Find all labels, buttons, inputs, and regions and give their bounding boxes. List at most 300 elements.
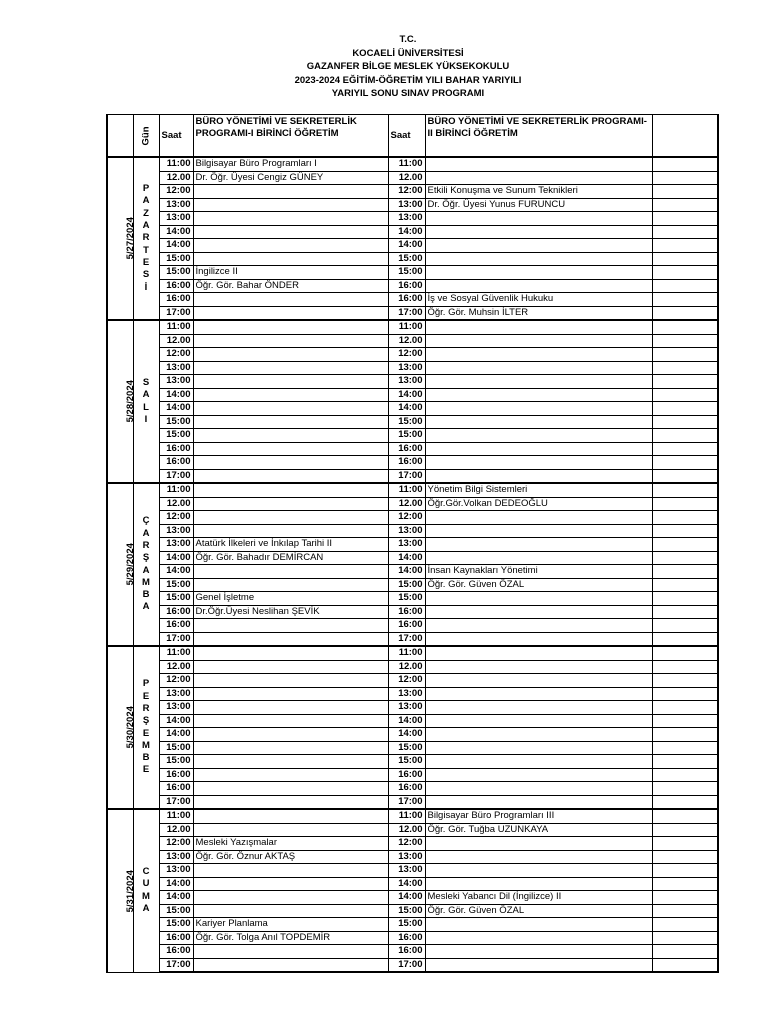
time-cell-right: 14:00 — [388, 239, 425, 253]
empty-cell — [652, 850, 718, 864]
table-row — [107, 361, 718, 375]
time-cell-left: 12:00 — [159, 348, 193, 362]
empty-cell — [652, 728, 718, 742]
empty-cell — [652, 212, 718, 226]
table-row — [107, 185, 718, 199]
table-row — [107, 674, 718, 688]
time-cell-left: 14:00 — [159, 877, 193, 891]
table-row — [107, 646, 718, 660]
day-name-letter: P — [142, 678, 150, 690]
time-cell-left: 15:00 — [159, 918, 193, 932]
time-cell-right: 14:00 — [388, 551, 425, 565]
table-row — [107, 755, 718, 769]
day-name-letter: M — [142, 890, 150, 902]
program2-exam-cell — [425, 741, 652, 755]
table-row — [107, 279, 718, 293]
time-cell-left: 15:00 — [159, 755, 193, 769]
day-name-letter: Z — [143, 207, 149, 219]
program1-exam-cell — [193, 306, 388, 320]
header-date-cell — [107, 115, 133, 158]
time-cell-left: 11:00 — [159, 646, 193, 660]
header-program-2: BÜRO YÖNETİMİ VE SEKRETERLİK PROGRAMI-II BİRİNCİ ÖĞRETİM — [425, 115, 652, 158]
table-row — [107, 198, 718, 212]
time-cell-left: 13:00 — [159, 864, 193, 878]
empty-cell — [652, 388, 718, 402]
empty-cell — [652, 646, 718, 660]
empty-cell — [652, 578, 718, 592]
empty-cell — [652, 565, 718, 579]
table-row — [107, 918, 718, 932]
program1-exam-cell: Dr. Öğr. Üyesi Cengiz GÜNEY — [193, 171, 388, 185]
table-row — [107, 334, 718, 348]
program2-exam-cell — [425, 687, 652, 701]
empty-cell — [652, 674, 718, 688]
program2-exam-cell — [425, 592, 652, 606]
time-cell-right: 15:00 — [388, 741, 425, 755]
empty-cell — [652, 701, 718, 715]
program1-exam-cell — [193, 877, 388, 891]
table-row — [107, 293, 718, 307]
table-row — [107, 306, 718, 320]
day-name-letter: R — [142, 232, 150, 244]
time-cell-right: 14:00 — [388, 388, 425, 402]
program2-exam-cell — [425, 348, 652, 362]
empty-cell — [652, 768, 718, 782]
table-row — [107, 605, 718, 619]
empty-cell — [652, 809, 718, 823]
table-header-row — [107, 115, 718, 158]
table-row — [107, 429, 718, 443]
time-cell-right: 12.00 — [388, 334, 425, 348]
program2-exam-cell — [425, 239, 652, 253]
empty-cell — [652, 782, 718, 796]
program2-exam-cell — [425, 429, 652, 443]
time-cell-left: 15:00 — [159, 592, 193, 606]
time-cell-right: 11:00 — [388, 157, 425, 171]
empty-cell — [652, 605, 718, 619]
time-cell-left: 14:00 — [159, 402, 193, 416]
time-cell-left: 16:00 — [159, 456, 193, 470]
time-cell-left: 12.00 — [159, 171, 193, 185]
table-row — [107, 157, 718, 171]
program1-exam-cell — [193, 212, 388, 226]
table-row — [107, 945, 718, 959]
time-cell-right: 11:00 — [388, 646, 425, 660]
time-cell-left: 17:00 — [159, 469, 193, 483]
table-row — [107, 687, 718, 701]
day-name-letter: Ç — [142, 515, 150, 527]
time-cell-right: 14:00 — [388, 714, 425, 728]
empty-cell — [652, 415, 718, 429]
time-cell-right: 12.00 — [388, 823, 425, 837]
day-name-letter: E — [142, 764, 150, 776]
day-name-letter: A — [142, 195, 150, 207]
program2-exam-cell — [425, 660, 652, 674]
program2-exam-cell — [425, 850, 652, 864]
time-cell-left: 16:00 — [159, 768, 193, 782]
time-cell-right: 15:00 — [388, 592, 425, 606]
program1-exam-cell — [193, 809, 388, 823]
program2-exam-cell — [425, 266, 652, 280]
program2-exam-cell — [425, 714, 652, 728]
empty-cell — [652, 402, 718, 416]
program1-exam-cell — [193, 456, 388, 470]
table-row — [107, 415, 718, 429]
program2-exam-cell: Yönetim Bilgi Sistemleri — [425, 483, 652, 497]
program2-exam-cell — [425, 958, 652, 972]
time-cell-left: 14:00 — [159, 891, 193, 905]
program2-exam-cell — [425, 877, 652, 891]
time-cell-right: 13:00 — [388, 212, 425, 226]
program2-exam-cell — [425, 212, 652, 226]
empty-cell — [652, 157, 718, 171]
table-row — [107, 660, 718, 674]
empty-cell — [652, 483, 718, 497]
program1-exam-cell — [193, 619, 388, 633]
day-name-letter: A — [142, 389, 150, 401]
empty-cell — [652, 714, 718, 728]
program2-exam-cell — [425, 524, 652, 538]
time-cell-left: 14:00 — [159, 728, 193, 742]
table-row — [107, 714, 718, 728]
program1-exam-cell — [193, 524, 388, 538]
day-date-cell — [107, 157, 136, 320]
empty-cell — [652, 660, 718, 674]
time-cell-left: 16:00 — [159, 782, 193, 796]
program1-exam-cell — [193, 904, 388, 918]
empty-cell — [652, 320, 718, 334]
time-cell-left: 11:00 — [159, 483, 193, 497]
time-cell-left: 15:00 — [159, 741, 193, 755]
time-cell-left: 16:00 — [159, 931, 193, 945]
table-row — [107, 619, 718, 633]
table-row — [107, 809, 718, 823]
empty-cell — [652, 334, 718, 348]
program1-exam-cell — [193, 497, 388, 511]
header-line-3: GAZANFER BİLGE MESLEK YÜKSEKOKULU — [306, 61, 510, 72]
table-row — [107, 741, 718, 755]
program2-exam-cell: Öğr. Gör. Tuğba UZUNKAYA — [425, 823, 652, 837]
empty-cell — [652, 279, 718, 293]
time-cell-right: 16:00 — [388, 279, 425, 293]
header-empty-cell — [652, 115, 718, 158]
empty-cell — [652, 375, 718, 389]
empty-cell — [652, 823, 718, 837]
day-name-letter: S — [142, 376, 150, 388]
time-cell-left: 12.00 — [159, 497, 193, 511]
program2-exam-cell — [425, 782, 652, 796]
table-row — [107, 931, 718, 945]
time-cell-right: 14:00 — [388, 225, 425, 239]
time-cell-right: 17:00 — [388, 795, 425, 809]
time-cell-left: 15:00 — [159, 415, 193, 429]
empty-cell — [652, 511, 718, 525]
table-row — [107, 578, 718, 592]
empty-cell — [652, 252, 718, 266]
day-date: 5/28/2024 — [124, 380, 136, 423]
time-cell-left: 17:00 — [159, 958, 193, 972]
table-row — [107, 782, 718, 796]
program2-exam-cell — [425, 931, 652, 945]
table-row — [107, 864, 718, 878]
program2-exam-cell: Öğr. Gör. Güven ÖZAL — [425, 578, 652, 592]
table-row — [107, 456, 718, 470]
time-cell-left: 15:00 — [159, 252, 193, 266]
program2-exam-cell — [425, 619, 652, 633]
program2-exam-cell — [425, 768, 652, 782]
header-line-4: 2023-2024 EĞİTİM-ÖĞRETİM YILI BAHAR YARIYILI — [294, 74, 522, 86]
time-cell-left: 13:00 — [159, 524, 193, 538]
program1-exam-cell — [193, 578, 388, 592]
day-name-letter: E — [142, 727, 150, 739]
time-cell-right: 12.00 — [388, 497, 425, 511]
time-cell-left: 15:00 — [159, 904, 193, 918]
time-cell-right: 16:00 — [388, 782, 425, 796]
time-cell-right: 17:00 — [388, 469, 425, 483]
program1-exam-cell — [193, 293, 388, 307]
table-row — [107, 850, 718, 864]
time-cell-left: 11:00 — [159, 809, 193, 823]
table-row — [107, 592, 718, 606]
program2-exam-cell — [425, 456, 652, 470]
time-cell-right: 16:00 — [388, 442, 425, 456]
program1-exam-cell — [193, 795, 388, 809]
program2-exam-cell: Mesleki Yabancı Dil (İngilizce) II — [425, 891, 652, 905]
empty-cell — [652, 225, 718, 239]
time-cell-right: 13:00 — [388, 538, 425, 552]
time-cell-right: 16:00 — [388, 768, 425, 782]
day-name-letter: M — [142, 739, 150, 751]
table-row — [107, 171, 718, 185]
empty-cell — [652, 171, 718, 185]
program2-exam-cell: Dr. Öğr. Üyesi Yunus FURUNCU — [425, 198, 652, 212]
day-name-letter: I — [144, 413, 148, 425]
time-cell-left: 13:00 — [159, 361, 193, 375]
time-cell-right: 12.00 — [388, 171, 425, 185]
program2-exam-cell — [425, 225, 652, 239]
program2-exam-cell — [425, 701, 652, 715]
program1-exam-cell — [193, 701, 388, 715]
time-cell-right: 17:00 — [388, 958, 425, 972]
time-cell-right: 16:00 — [388, 931, 425, 945]
day-name-letter: S — [142, 269, 150, 281]
empty-cell — [652, 198, 718, 212]
day-name-letter: A — [142, 527, 150, 539]
program1-exam-cell: Öğr. Gör. Öznur AKTAŞ — [193, 850, 388, 864]
program2-exam-cell — [425, 320, 652, 334]
time-cell-right: 13:00 — [388, 198, 425, 212]
time-cell-right: 15:00 — [388, 415, 425, 429]
time-cell-right: 13:00 — [388, 850, 425, 864]
time-cell-left: 17:00 — [159, 306, 193, 320]
document-header — [0, 33, 768, 101]
program1-exam-cell — [193, 728, 388, 742]
empty-cell — [652, 931, 718, 945]
program2-exam-cell — [425, 864, 652, 878]
program2-exam-cell — [425, 646, 652, 660]
program1-exam-cell — [193, 674, 388, 688]
day-name-letter: Ş — [142, 552, 150, 564]
day-date-cell — [107, 320, 136, 483]
empty-cell — [652, 864, 718, 878]
empty-cell — [652, 687, 718, 701]
program1-exam-cell — [193, 511, 388, 525]
empty-cell — [652, 592, 718, 606]
time-cell-right: 13:00 — [388, 361, 425, 375]
empty-cell — [652, 306, 718, 320]
time-cell-left: 12.00 — [159, 823, 193, 837]
time-cell-left: 12:00 — [159, 674, 193, 688]
time-cell-left: 11:00 — [159, 320, 193, 334]
program1-exam-cell: İngilizce II — [193, 266, 388, 280]
program2-exam-cell — [425, 279, 652, 293]
time-cell-right: 11:00 — [388, 483, 425, 497]
program1-exam-cell — [193, 646, 388, 660]
header-line-1: T.C. — [399, 34, 417, 45]
header-program-1: BÜRO YÖNETİMİ VE SEKRETERLİK PROGRAMI-I BİRİNCİ ÖĞRETİM — [193, 115, 388, 158]
time-cell-right: 14:00 — [388, 891, 425, 905]
time-cell-left: 12:00 — [159, 837, 193, 851]
time-cell-left: 15:00 — [159, 266, 193, 280]
program1-exam-cell — [193, 225, 388, 239]
time-cell-right: 12:00 — [388, 674, 425, 688]
program1-exam-cell — [193, 565, 388, 579]
time-cell-right: 13:00 — [388, 701, 425, 715]
empty-cell — [652, 551, 718, 565]
table-row — [107, 538, 718, 552]
time-cell-right: 15:00 — [388, 578, 425, 592]
table-row — [107, 524, 718, 538]
program2-exam-cell — [425, 388, 652, 402]
program1-exam-cell — [193, 334, 388, 348]
time-cell-right: 16:00 — [388, 293, 425, 307]
time-cell-left: 14:00 — [159, 551, 193, 565]
empty-cell — [652, 442, 718, 456]
header-line-2: KOCAELİ ÜNİVERSİTESİ — [352, 47, 464, 59]
program2-exam-cell — [425, 511, 652, 525]
time-cell-right: 16:00 — [388, 605, 425, 619]
day-date: 5/30/2024 — [124, 706, 136, 749]
empty-cell — [652, 469, 718, 483]
table-row — [107, 958, 718, 972]
day-name-letter: M — [142, 576, 150, 588]
time-cell-left: 14:00 — [159, 565, 193, 579]
time-cell-left: 13:00 — [159, 701, 193, 715]
program1-exam-cell — [193, 361, 388, 375]
empty-cell — [652, 619, 718, 633]
program1-exam-cell — [193, 632, 388, 646]
exam-schedule-table — [106, 114, 719, 973]
time-cell-left: 16:00 — [159, 279, 193, 293]
day-name-letter: C — [142, 866, 150, 878]
program2-exam-cell — [425, 945, 652, 959]
table-row — [107, 402, 718, 416]
time-cell-left: 14:00 — [159, 225, 193, 239]
program1-exam-cell — [193, 429, 388, 443]
program2-exam-cell — [425, 837, 652, 851]
program1-exam-cell — [193, 348, 388, 362]
day-name-letter: A — [142, 564, 150, 576]
time-cell-left: 14:00 — [159, 388, 193, 402]
program2-exam-cell — [425, 171, 652, 185]
program1-exam-cell — [193, 755, 388, 769]
program1-exam-cell — [193, 782, 388, 796]
day-date-cell — [107, 646, 136, 809]
program2-exam-cell — [425, 755, 652, 769]
day-date-cell — [107, 809, 136, 972]
time-cell-left: 12.00 — [159, 660, 193, 674]
empty-cell — [652, 877, 718, 891]
program2-exam-cell — [425, 442, 652, 456]
time-cell-right: 17:00 — [388, 632, 425, 646]
program2-exam-cell — [425, 632, 652, 646]
day-date: 5/27/2024 — [124, 217, 136, 260]
day-name-letter: R — [142, 539, 150, 551]
program1-exam-cell: Mesleki Yazışmalar — [193, 837, 388, 851]
time-cell-left: 13:00 — [159, 212, 193, 226]
time-cell-left: 16:00 — [159, 945, 193, 959]
program2-exam-cell — [425, 334, 652, 348]
day-name-letter: E — [142, 690, 150, 702]
program2-exam-cell: Öğr. Gör. Güven ÖZAL — [425, 904, 652, 918]
day-name-letter: Ş — [142, 715, 150, 727]
program2-exam-cell — [425, 728, 652, 742]
time-cell-left: 12:00 — [159, 185, 193, 199]
header-line-5: YARIYIL SONU SINAV PROGRAMI — [331, 88, 485, 99]
time-cell-right: 14:00 — [388, 728, 425, 742]
empty-cell — [652, 632, 718, 646]
time-cell-left: 12:00 — [159, 511, 193, 525]
time-cell-left: 16:00 — [159, 442, 193, 456]
day-name-letter: U — [142, 878, 150, 890]
empty-cell — [652, 958, 718, 972]
table-row — [107, 823, 718, 837]
time-cell-right: 11:00 — [388, 809, 425, 823]
header-gun-label: Gün — [140, 126, 151, 145]
day-name-letter: B — [142, 752, 150, 764]
empty-cell — [652, 293, 718, 307]
empty-cell — [652, 185, 718, 199]
program2-exam-cell — [425, 538, 652, 552]
empty-cell — [652, 918, 718, 932]
table-row — [107, 632, 718, 646]
table-row — [107, 904, 718, 918]
time-cell-right: 12:00 — [388, 348, 425, 362]
table-row — [107, 891, 718, 905]
table-row — [107, 348, 718, 362]
time-cell-left: 13:00 — [159, 375, 193, 389]
program1-exam-cell — [193, 198, 388, 212]
program2-exam-cell: Öğr. Gör. Muhsin İLTER — [425, 306, 652, 320]
day-name-letter: B — [142, 589, 150, 601]
time-cell-left: 16:00 — [159, 605, 193, 619]
time-cell-left: 17:00 — [159, 632, 193, 646]
table-row — [107, 442, 718, 456]
time-cell-left: 14:00 — [159, 239, 193, 253]
program1-exam-cell — [193, 891, 388, 905]
program2-exam-cell — [425, 415, 652, 429]
program1-exam-cell: Genel İşletme — [193, 592, 388, 606]
time-cell-right: 16:00 — [388, 456, 425, 470]
empty-cell — [652, 795, 718, 809]
time-cell-right: 11:00 — [388, 320, 425, 334]
day-name-letter: T — [143, 244, 149, 256]
header-saat-1: Saat — [159, 115, 193, 158]
time-cell-right: 16:00 — [388, 945, 425, 959]
program1-exam-cell — [193, 660, 388, 674]
time-cell-left: 15:00 — [159, 578, 193, 592]
time-cell-right: 13:00 — [388, 375, 425, 389]
